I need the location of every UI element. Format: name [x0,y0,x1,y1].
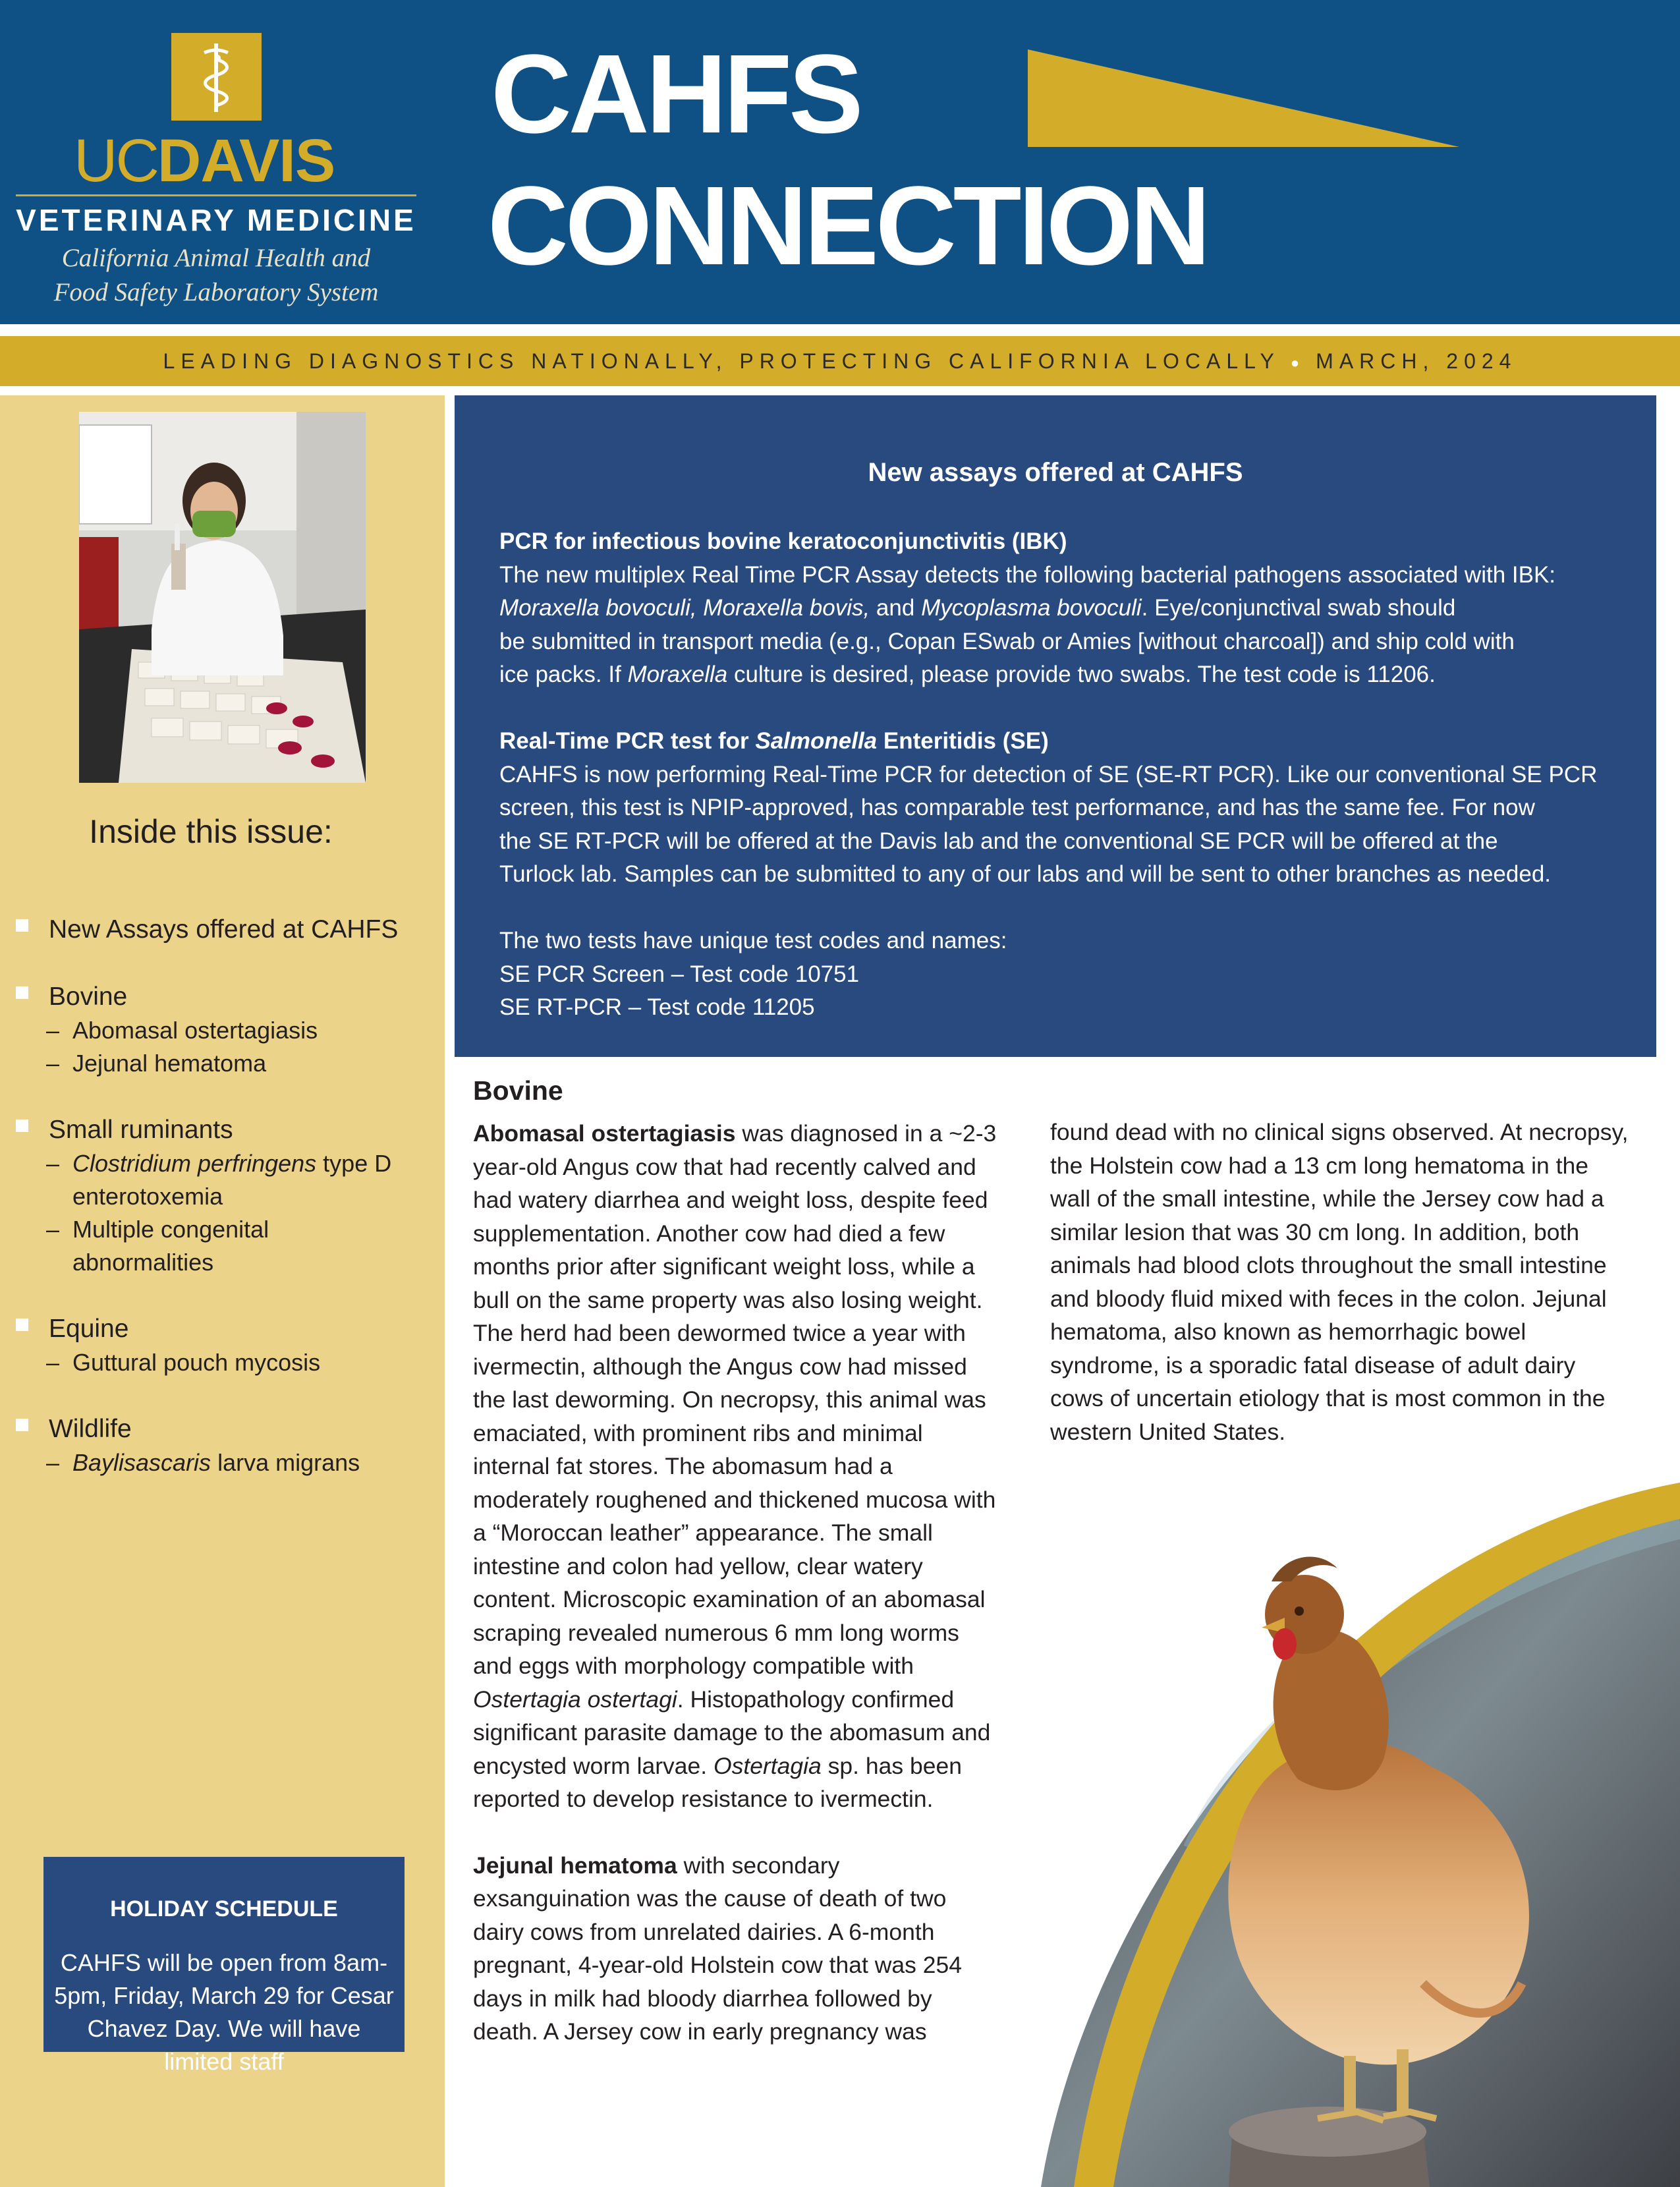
se-text-line: the SE RT-PCR will be offered at the Davis lab and the conventional SE PCR will be offered at the [499,828,1498,854]
logo-divider [16,194,416,196]
toc-item-new-assays[interactable]: New Assays offered at CAHFS [16,913,437,947]
se-heading: Real-Time PCR test for Salmonella Enteritidis (SE) [499,728,1049,754]
toc-subitem[interactable]: – Guttural pouch mycosis [46,1349,321,1376]
inside-issue-heading: Inside this issue: [89,813,333,850]
holiday-schedule-box [43,1857,405,2075]
table-of-contents [16,913,437,1512]
school-name: VETERINARY MEDICINE [16,203,416,237]
toc-subitem-continued: abnormalities [72,1249,214,1276]
se-text-line: screen, this test is NPIP-approved, has comparable test performance, and has the same fee. For now [499,795,1535,820]
test-code-se-rt-pcr: SE RT-PCR – Test code 11205 [499,994,815,1020]
se-text-line: Turlock lab. Samples can be submitted to any of our labs and will be sent to other branches as needed. [499,861,1552,887]
toc-item-equine[interactable]: Equine – Guttural pouch mycosis [16,1312,437,1379]
newsletter-title-line-2: CONNECTION [488,163,1208,289]
newsletter-title-line-1: CAHFS [491,32,860,157]
rod-of-asclepius-icon [171,33,262,121]
bullet-square-icon [16,1319,28,1331]
toc-subitem[interactable]: – Multiple congenital [46,1216,269,1243]
assays-title: New assays offered at CAHFS [868,458,1243,487]
tagline [0,336,1680,386]
toc-item-wildlife[interactable]: Wildlife – Baylisascaris larva migrans [16,1412,437,1479]
test-code-se-pcr: SE PCR Screen – Test code 10751 [499,961,860,987]
jejunal-paragraph-continued: found dead with no clinical signs observed. At necropsy, the Holstein cow had a 13 cm long hematoma in the wall of the small intestine, while the Jersey cow had a similar lesion that was 30 cm long. In addition, both animals had blood clots throughout the small intestine and bloody fluid mixed with feces in the colon. Jejunal hematoma, also known as hemorrhagic bowel syndrome, is a sporadic fatal disease of adult dairy cows of uncertain etiology that is most common in the western United States. [1050,1119,1629,1445]
masthead-divider [0,324,1680,331]
issue-date: MARCH, 2024 [1316,349,1517,373]
lab-technician-photo [79,412,366,783]
bovine-column-right [1050,1116,1630,1448]
bovine-section-title: Bovine [473,1075,563,1106]
tagline-text: LEADING DIAGNOSTICS NATIONALLY, PROTECTING CALIFORNIA LOCALLY [163,349,1280,373]
jejunal-paragraph: Jejunal hematoma with secondary exsanguination was the cause of death of two dairy cows from unrelated dairies. A 6-month pregnant, 4-year-old Holstein cow that was 254 days in milk had bloody diarrhea followed by death. A Jersey cow in early pregnancy was [473,1852,962,2045]
holiday-body: CAHFS will be open from 8am-5pm, Friday, March 29 for Cesar Chavez Day. We will have limited staff [54,1949,394,2075]
new-assays-box [455,395,1656,1057]
bovine-column-left [473,1117,1000,2049]
bullet-square-icon [16,919,28,932]
bullet-square-icon [16,1120,28,1132]
codes-intro: The two tests have unique test codes and names: [499,928,1007,953]
toc-subitem[interactable]: – Abomasal ostertagiasis [46,1017,318,1044]
ibk-heading: PCR for infectious bovine keratoconjunctivitis (IBK) [499,528,1067,554]
toc-item-bovine[interactable]: Bovine – Abomasal ostertagiasis – Jejunal hematoma [16,980,437,1080]
lab-system-name: California Animal Health and Food Safety Laboratory System [53,244,379,306]
toc-subitem[interactable]: – Baylisascaris larva migrans [46,1449,360,1476]
bullet-square-icon [16,1419,28,1431]
ibk-text: The new multiplex Real Time PCR Assay detects the following bacterial pathogens associated with IBK: [499,561,1556,588]
toc-subitem-continued: enterotoxemia [72,1183,223,1210]
bullet-square-icon [16,986,28,999]
toc-item-small-ruminants[interactable]: Small ruminants – Clostridium perfringens type D enterotoxemia – Multiple congenital abnormalities [16,1113,437,1279]
tagline-separator: ● [1290,354,1306,371]
toc-subitem[interactable]: – Clostridium perfringens type D [46,1150,392,1177]
toc-subitem[interactable]: – Jejunal hematoma [46,1050,267,1077]
vet-seal [171,33,262,121]
holiday-title: HOLIDAY SCHEDULE [110,1896,338,1921]
abomasal-paragraph: Abomasal ostertagiasis was diagnosed in a ~2-3 year-old Angus cow that had recently calved and had watery diarrhea and weight loss, despite feed supplementation. Another cow had died a few months prior after significant weight loss, while a bull on the same property was also losing weight. The herd had been dewormed twice a year with ivermectin, although the Angus cow had missed the last deworming. On necropsy, this animal was emaciated, with prominent ribs and minimal internal fat stores. The abomasum had a moderately roughened and thickened mucosa with a “Moroccan leather” appearance. The small intestine and colon had yellow, clear watery content. Microscopic examination of an abomasal scraping revealed numerous 6 mm long worms and eggs with morphology compatible with Ostertagia ostertagi. Histopathology confirmed significant parasite damage to the abomasum and encysted worm larvae. Ostertagia sp. has been reported to develop resistance to ivermectin. [473,1120,997,1812]
ucdavis-wordmark: UCDAVIS [74,127,335,194]
se-text-line: CAHFS is now performing Real-Time PCR for detection of SE (SE-RT PCR). Like our conventional SE PCR [499,761,1598,787]
assays-body: PCR for infectious bovine keratoconjunctivitis (IBK) The new multiplex Real Time PCR Assay detects the following bacterial pathogens associated with IBK: Moraxella bovoculi, Moraxella bovis, and Mycoplasma bovoculi. Eye/conjunctival swab should be submitted in transport media (e.g., Copan ESwab or Amies [without charcoal]) and ship cold with ice packs. If Moraxella culture is desired, please provide two swabs. The test code is 11206. Real-Time PCR test for Salmonella Enteritidis (SE) CAHFS is now performing Real-Time PCR for detection of SE (SE-RT PCR). Like our conventional SE PCR screen, this test is NPIP-approved, has comparable test performance, and has the same fee. For now the SE RT-PCR will be offered at the Davis lab and the conventional SE PCR will be offered at the Turlock lab. Samples can be submitted to any of our labs and will be sent to other branches as needed. The two tests have unique test codes and names: SE PCR Screen – Test code 10751 SE RT-PCR – Test code 11205 [499,525,1646,1025]
hen-photo [1001,1483,1680,2187]
title-accent-wedge [1028,49,1463,155]
